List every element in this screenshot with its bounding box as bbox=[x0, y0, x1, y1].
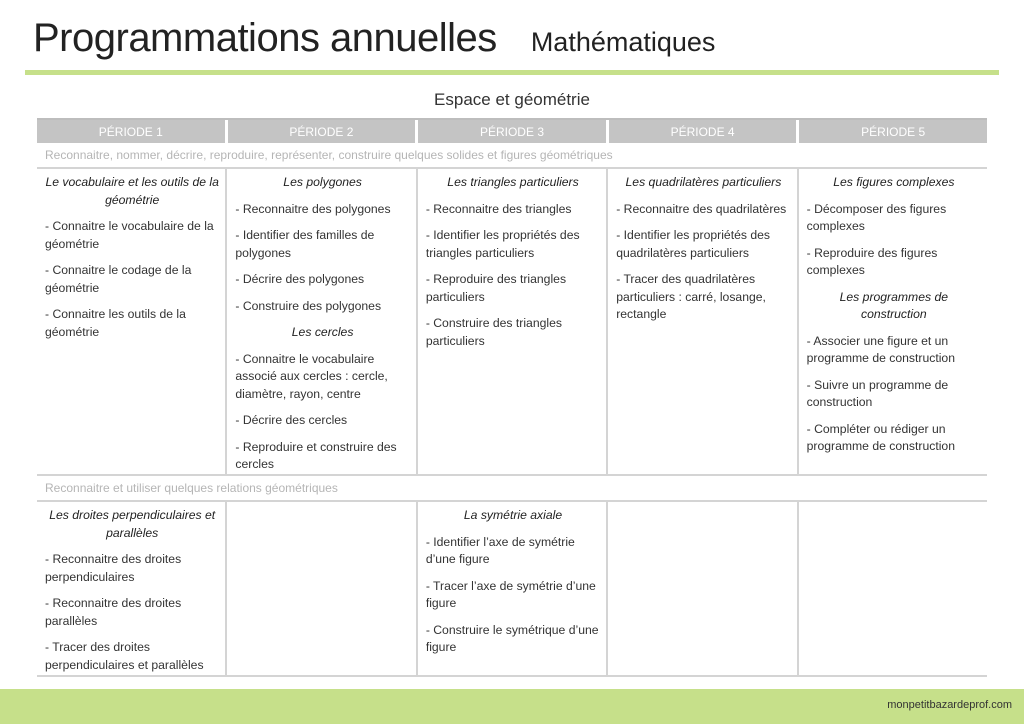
list-item: - Reconnaitre des polygones bbox=[235, 201, 391, 216]
list-item: - Reconnaitre des quadrilatères bbox=[616, 201, 787, 216]
list-item: - Tracer des droites perpendiculaires et parallèles bbox=[45, 640, 204, 672]
list-item: - Connaitre le codage de la géométrie bbox=[45, 263, 192, 295]
list-item: - Reconnaitre des triangles bbox=[425, 201, 572, 216]
list-item: - Tracer des quadrilatères particuliers : carré, losange, rectangle bbox=[616, 272, 766, 321]
cell-heading: Les droites perpendiculaires et parallèles bbox=[49, 508, 216, 540]
cell-heading: Les quadrilatères particuliers bbox=[625, 175, 782, 189]
page-title: Programmations annuelles bbox=[33, 16, 497, 60]
footer-bar bbox=[0, 689, 1024, 724]
cell-period-1 bbox=[37, 169, 227, 474]
cell-period-3 bbox=[418, 169, 608, 474]
cell-period-2 bbox=[227, 502, 417, 675]
list-item: - Connaitre le vocabulaire associé aux cercles : cercle, diamètre, rayon, centre bbox=[235, 351, 388, 401]
list-item: - Connaitre le vocabulaire de la géométrie bbox=[45, 219, 214, 251]
list-item: - Décomposer des figures complexes bbox=[806, 201, 947, 233]
programming-table bbox=[37, 118, 987, 677]
cell-period-5 bbox=[799, 502, 987, 675]
list-item: - Reproduire des triangles particuliers bbox=[425, 272, 567, 304]
cell-heading: Le vocabulaire et les outils de la géométrie bbox=[45, 175, 219, 207]
title-divider bbox=[25, 70, 999, 75]
period-header-2: PÉRIODE 2 bbox=[228, 120, 419, 143]
list-item: - Construire le symétrique d’une figure bbox=[425, 622, 599, 654]
list-item: - Construire des polygones bbox=[235, 298, 382, 313]
cell-heading: Les polygones bbox=[283, 175, 362, 189]
cell-period-4 bbox=[608, 502, 798, 675]
list-item: - Reconnaitre des droites perpendiculaires bbox=[45, 552, 182, 584]
cell-heading: Les figures complexes bbox=[833, 175, 955, 189]
list-item: - Tracer l’axe de symétrie d’une figure bbox=[425, 578, 596, 610]
cell-period-2 bbox=[227, 169, 417, 474]
competency-band-2: Reconnaitre et utiliser quelques relations géométriques bbox=[37, 476, 987, 502]
cell-period-3 bbox=[418, 502, 608, 675]
list-item: - Suivre un programme de construction bbox=[806, 377, 949, 409]
title-row bbox=[33, 16, 715, 61]
list-item: - Identifier des familles de polygones bbox=[235, 228, 375, 260]
list-item: - Associer une figure et un programme de construction bbox=[806, 333, 955, 365]
period-header-3: PÉRIODE 3 bbox=[418, 120, 609, 143]
footer-site: monpetitbazardeprof.com bbox=[887, 699, 1012, 711]
period-header-1: PÉRIODE 1 bbox=[37, 120, 228, 143]
cell-subheading: Les cercles bbox=[291, 325, 354, 339]
cell-subheading: Les programmes de construction bbox=[839, 289, 949, 321]
list-item: - Connaitre les outils de la géométrie bbox=[45, 307, 186, 339]
cell-period-4 bbox=[608, 169, 798, 474]
period-header-5: PÉRIODE 5 bbox=[861, 124, 926, 139]
competency-band-1: Reconnaitre, nommer, décrire, reproduire, représenter, construire quelques solides et figures géométriques bbox=[37, 143, 987, 169]
list-item: - Reconnaitre des droites parallèles bbox=[45, 596, 182, 628]
list-item: - Identifier les propriétés des quadrilatères particuliers bbox=[616, 228, 770, 260]
table-row-figures bbox=[37, 169, 987, 476]
table-row-relations bbox=[37, 502, 987, 677]
page-subtitle: Mathématiques bbox=[530, 27, 716, 57]
list-item: - Décrire des cercles bbox=[235, 413, 348, 427]
section-title: Espace et géométrie bbox=[434, 90, 590, 109]
list-item: - Reproduire et construire des cercles bbox=[235, 439, 397, 471]
list-item: - Identifier les propriétés des triangles particuliers bbox=[425, 228, 580, 260]
list-item: - Reproduire des figures complexes bbox=[806, 245, 938, 277]
cell-period-1 bbox=[37, 502, 227, 675]
list-item: - Construire des triangles particuliers bbox=[425, 316, 562, 348]
cell-period-5 bbox=[799, 169, 987, 474]
list-item: - Compléter ou rédiger un programme de construction bbox=[806, 421, 955, 453]
cell-heading: La symétrie axiale bbox=[463, 508, 563, 522]
period-header-4: PÉRIODE 4 bbox=[609, 120, 800, 143]
period-header-row bbox=[37, 118, 987, 143]
list-item: - Décrire des polygones bbox=[235, 272, 365, 286]
cell-heading: Les triangles particuliers bbox=[447, 175, 579, 189]
list-item: - Identifier l’axe de symétrie d’une figure bbox=[425, 534, 575, 566]
